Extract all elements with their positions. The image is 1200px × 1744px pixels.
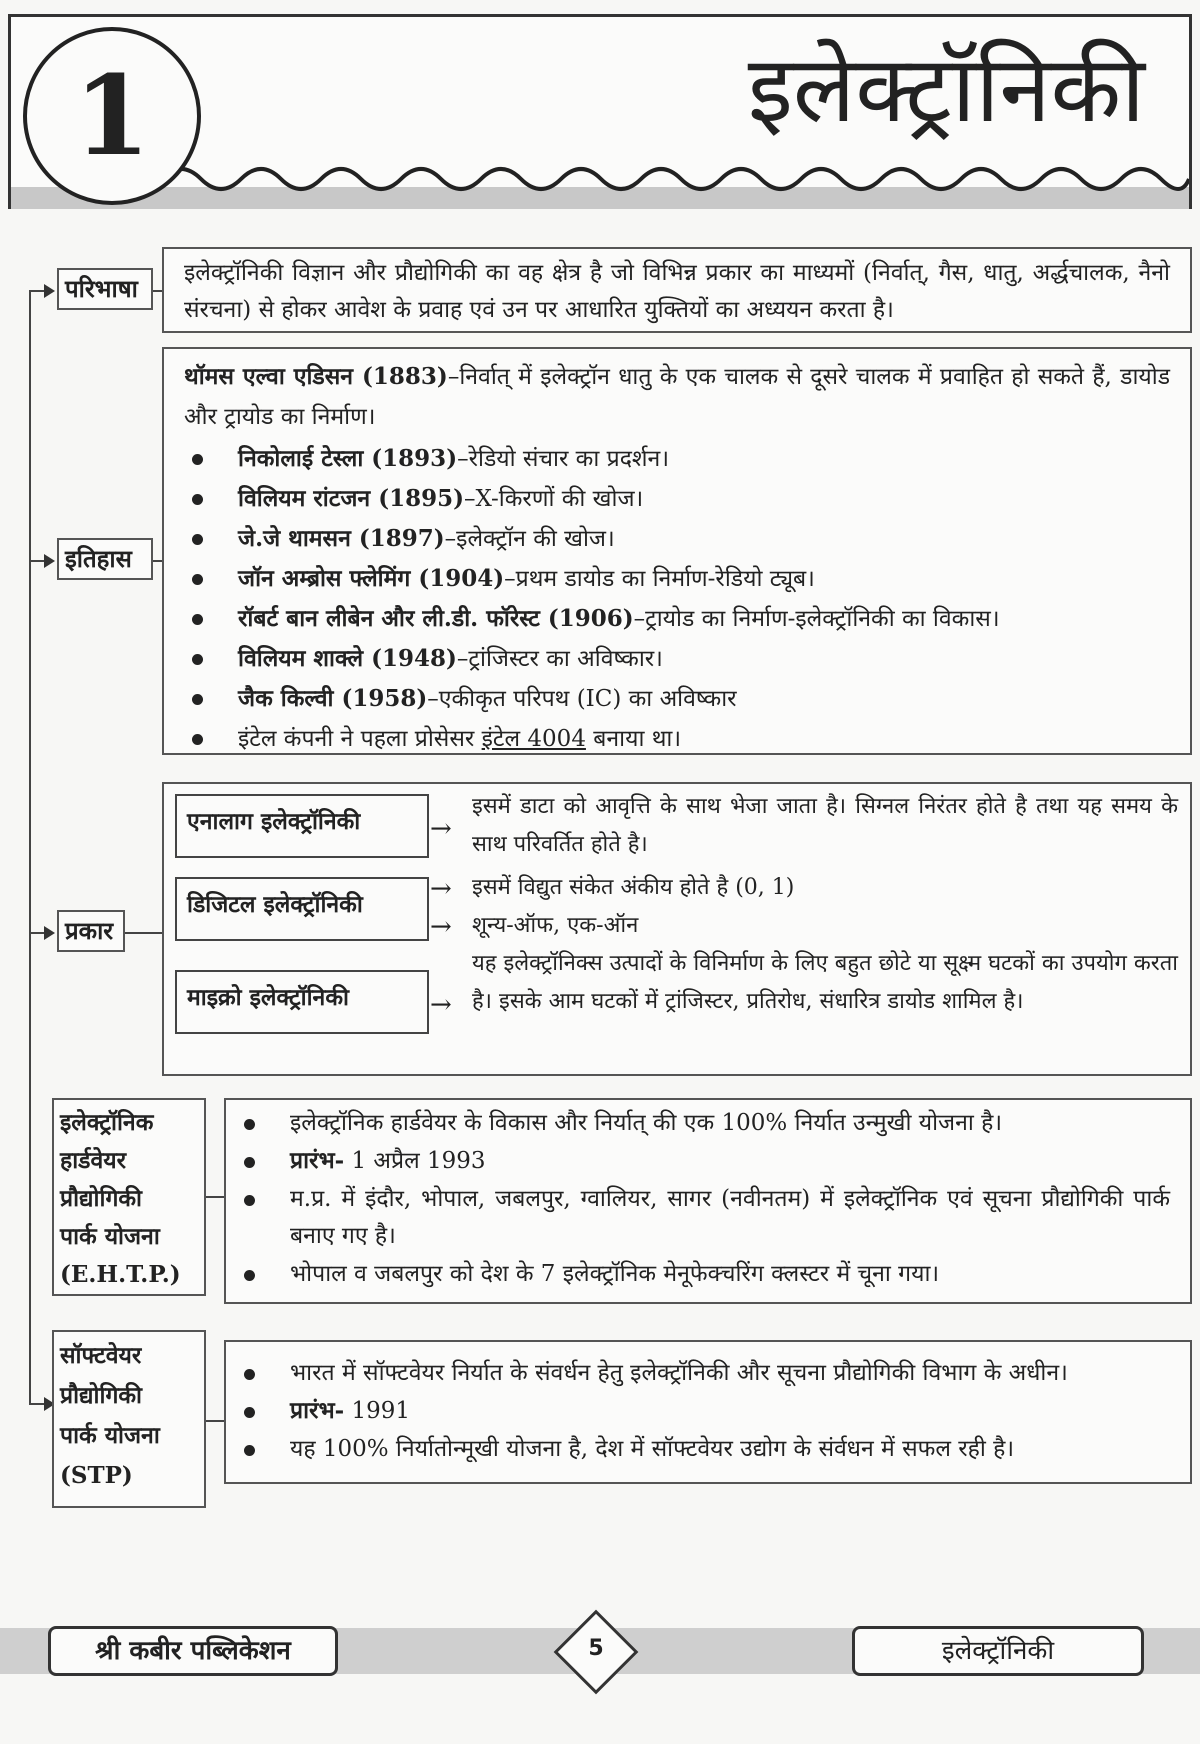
definition-text: इलेक्ट्रॉनिकी विज्ञान और प्रौद्योगिकी का वह क्षेत्र है जो विभिन्न प्रकार का माध्यमों (निर्वात्, गैस, धातु, अर्द्धचालक, नैनो संरचना) से होकर आवेश के प्रवाह एवं उन पर आधारित युक्तियों का अध्ययन करता है। — [184, 260, 1170, 323]
arrow-icon: → — [430, 912, 452, 942]
chapter-number: 1 — [73, 51, 151, 180]
list-item: विलियम शाक्ले (1948)–ट्रांजिस्टर का अविष्कार। — [184, 639, 1170, 679]
label-types: प्रकार — [57, 910, 125, 952]
chapter-header — [8, 14, 1192, 209]
footer-subject: इलेक्ट्रॉनिकी — [852, 1626, 1144, 1676]
footer-publisher: श्री कबीर पब्लिकेशन — [48, 1626, 338, 1676]
history-list — [184, 439, 1170, 759]
tree-trunk — [29, 290, 31, 1403]
chapter-title: इलेक्ट्रॉनिकी — [747, 36, 1145, 143]
ehtp-box — [224, 1098, 1192, 1304]
type-analog-name: एनालाग इलेक्ट्रॉनिकी — [175, 794, 429, 858]
chapter-number-circle — [23, 27, 201, 205]
list-item: भोपाल व जबलपुर को देश के 7 इलेक्ट्रॉनिक मेनूफेक्चरिंग क्लस्टर में चूना गया। — [236, 1255, 1170, 1293]
arrow-icon: → — [430, 814, 452, 844]
list-item: यह 100% निर्यातोन्मूखी योजना है, देश में सॉफ्टवेयर उद्योग के संर्वधन में सफल रही है। — [236, 1430, 1170, 1468]
arrow-icon — [44, 926, 55, 940]
list-item: प्रारंभ- 1 अप्रैल 1993 — [236, 1142, 1170, 1180]
arrow-icon: → — [430, 990, 452, 1020]
type-micro-desc: यह इलेक्ट्रॉनिक्स उत्पादों के विनिर्माण के लिए बहुत छोटे या सूक्ष्म घटकों का उपयोग करता है। इसके आम घटकों में ट्रांजिस्टर, प्रतिरोध, संधारित्र डायोड शामिल है। — [472, 951, 1178, 1014]
type-analog-desc: इसमें डाटा को आवृत्ति के साथ भेजा जाता है। सिग्नल निरंतर होते है तथा यह समय के साथ परिवर्तित होते है। — [472, 794, 1178, 857]
page-number: 5 — [588, 1636, 604, 1661]
stp-list — [236, 1354, 1170, 1468]
type-digital-name: डिजिटल इलेक्ट्रॉनिकी — [175, 877, 429, 941]
arrow-icon — [44, 554, 55, 568]
label-history: इतिहास — [57, 538, 153, 580]
connector — [206, 1196, 226, 1198]
list-item: इंटेल कंपनी ने पहला प्रोसेसर इंटेल 4004 बनाया था। — [184, 719, 1170, 759]
history-box — [162, 347, 1192, 755]
list-item: म.प्र. में इंदौर, भोपाल, जबलपुर, ग्वालियर, सागर (नवीनतम) में इलेक्ट्रॉनिक एवं सूचना प्रौद्योगिकी पार्क बनाए गए है। — [236, 1180, 1170, 1255]
list-item: जैक किल्वी (1958)–एकीकृत परिपथ (IC) का अविष्कार — [184, 679, 1170, 719]
type-digital-desc-1: इसमें विद्युत संकेत अंकीय होते है (0, 1) — [472, 875, 795, 900]
list-item: जे.जे थामसन (1897)–इलेक्ट्रॉन की खोज। — [184, 519, 1170, 559]
history-intro — [184, 357, 1170, 437]
list-item: भारत में सॉफ्टवेयर निर्यात के संवर्धन हेतु इलेक्ट्रॉनिकी और सूचना प्रौद्योगिकी विभाग के अधीन। — [236, 1354, 1170, 1392]
ehtp-list — [236, 1104, 1170, 1293]
definition-box — [162, 247, 1192, 333]
list-item: जॉन अम्ब्रोस फ्लेमिंग (1904)–प्रथम डायोड का निर्माण-रेडियो ट्यूब। — [184, 559, 1170, 599]
arrow-icon: → — [430, 874, 452, 904]
list-item: विलियम रांटजन (1895)–X-किरणों की खोज। — [184, 479, 1170, 519]
type-micro-name: माइक्रो इलेक्ट्रॉनिकी — [175, 970, 429, 1034]
history-intro-text: –निर्वात् में इलेक्ट्रॉन धातु के एक चालक से दूसरे चालक में प्रवाहित हो सकते हैं, डायोड और ट्रायोड का निर्माण। — [184, 364, 1171, 430]
history-intro-name: थॉमस एल्वा एडिसन (1883) — [184, 363, 448, 390]
list-item: निकोलाई टेस्ला (1893)–रेडियो संचार का प्रदर्शन। — [184, 439, 1170, 479]
label-definition: परिभाषा — [57, 268, 153, 310]
connector — [206, 1420, 226, 1422]
list-item: इलेक्ट्रॉनिक हार्डवेयर के विकास और निर्यात् की एक 100% निर्यात उन्मुखी योजना है। — [236, 1104, 1170, 1142]
list-item: रॉबर्ट बान लीबेन और ली.डी. फॉरेस्ट (1906)–ट्रायोड का निर्माण-इलेक्ट्रॉनिकी का विकास। — [184, 599, 1170, 639]
ehtp-label: इलेक्ट्रॉनिक हार्डवेयर प्रौद्योगिकी पार्क योजना (E.H.T.P.) — [52, 1098, 206, 1296]
stp-box — [224, 1340, 1192, 1484]
connector — [125, 932, 163, 934]
list-item: प्रारंभ- 1991 — [236, 1392, 1170, 1430]
arrow-icon — [44, 284, 55, 298]
type-digital-desc-2: शून्य-ऑफ, एक-ऑन — [472, 913, 639, 938]
stp-label: सॉफ्टवेयर प्रौद्योगिकी पार्क योजना (STP) — [52, 1330, 206, 1508]
